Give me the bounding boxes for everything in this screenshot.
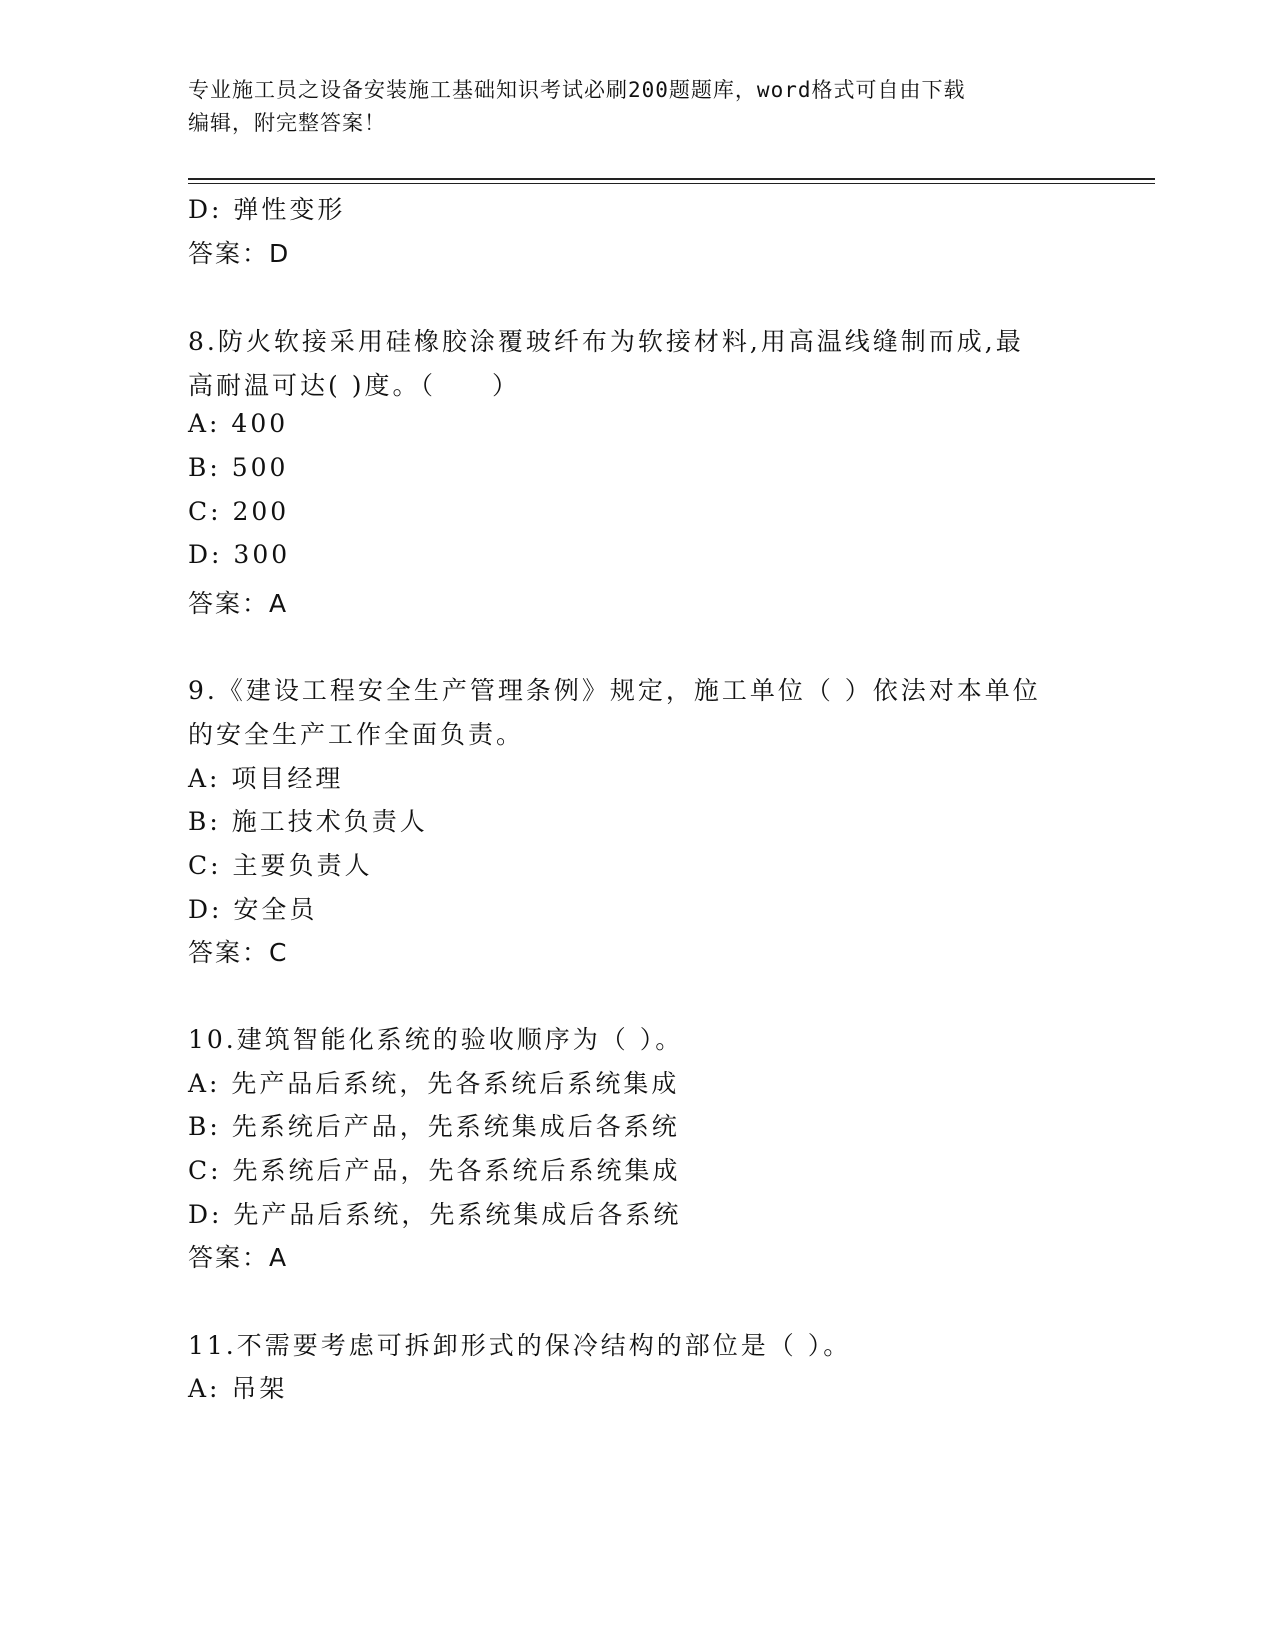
prev-option-d: D: 弹性变形 <box>188 195 346 224</box>
q8-answer <box>188 584 286 620</box>
answer-value: D <box>269 239 289 268</box>
header-title-line-1: 专业施工员之设备安装施工基础知识考试必刷200题题库，word格式可自由下载 <box>188 78 966 102</box>
q9-answer <box>188 933 286 969</box>
header-title-line-2: 编辑，附完整答案！ <box>188 111 386 135</box>
q10-stem-line-1: 10.建筑智能化系统的验收顺序为（ ）。 <box>188 1025 684 1054</box>
q8-stem-line-2: 高耐温可达( )度。（ ） <box>188 371 520 400</box>
q9-option-b: B: 施工技术负责人 <box>188 807 428 836</box>
q10-option-b: B: 先系统后产品，先系统集成后各系统 <box>188 1112 680 1141</box>
q9-stem-line-1: 9.《建设工程安全生产管理条例》规定，施工单位（ ）依法对本单位 <box>188 676 1041 705</box>
document-header <box>188 74 1088 140</box>
q10-option-a: A: 先产品后系统，先各系统后系统集成 <box>188 1069 680 1098</box>
q10-option-d: D: 先产品后系统，先系统集成后各系统 <box>188 1200 682 1229</box>
q9-option-d: D: 安全员 <box>188 895 318 924</box>
q8-stem-line-1: 8.防火软接采用硅橡胶涂覆玻纤布为软接材料,用高温线缝制而成,最 <box>188 327 1024 356</box>
q8-option-c: C: 200 <box>188 497 290 526</box>
answer-label: 答案： <box>188 938 270 967</box>
q11-option-a: A: 吊架 <box>188 1374 288 1403</box>
q8-option-a: A: 400 <box>188 409 289 438</box>
answer-label: 答案： <box>188 589 270 618</box>
q11-stem-line-1: 11.不需要考虑可拆卸形式的保冷结构的部位是（ ）。 <box>188 1331 852 1360</box>
header-divider-thin <box>188 183 1155 184</box>
q8-option-d: D: 300 <box>188 540 291 569</box>
answer-label: 答案： <box>188 239 270 268</box>
answer-value: A <box>269 589 287 618</box>
answer-value: C <box>269 938 287 967</box>
q9-option-c: C: 主要负责人 <box>188 851 373 880</box>
q9-stem-line-2: 的安全生产工作全面负责。 <box>188 720 525 749</box>
answer-value: A <box>269 1243 287 1272</box>
q10-option-c: C: 先系统后产品，先各系统后系统集成 <box>188 1156 681 1185</box>
q9-option-a: A: 项目经理 <box>188 764 344 793</box>
q10-answer <box>188 1238 286 1274</box>
prev-answer <box>188 234 288 270</box>
header-divider-thick <box>188 178 1155 180</box>
answer-label: 答案： <box>188 1243 270 1272</box>
q8-option-b: B: 500 <box>188 453 289 482</box>
